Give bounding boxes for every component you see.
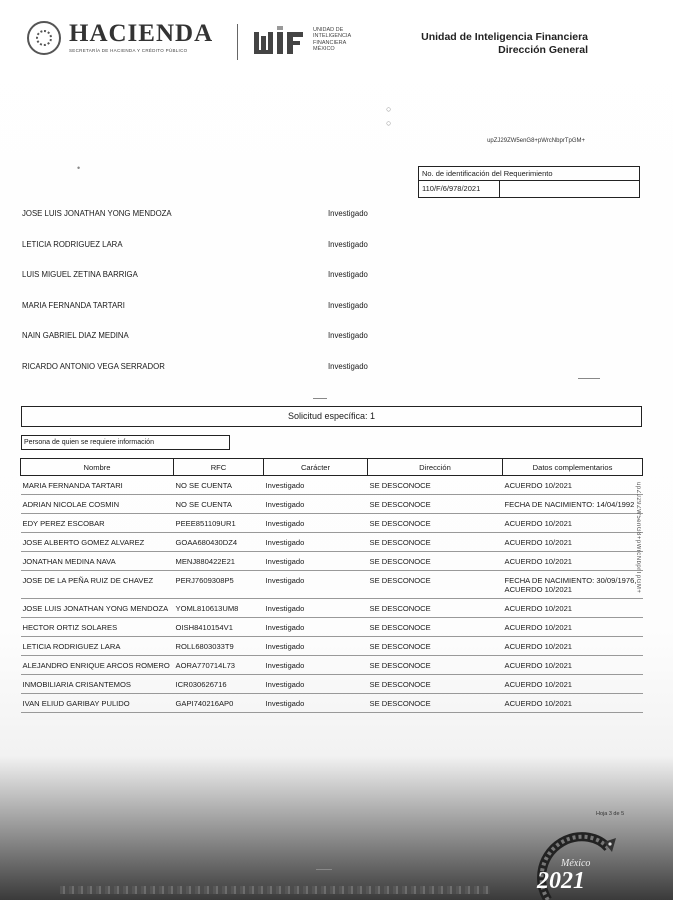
scan-mark <box>578 378 600 379</box>
persona-label: Persona de quien se requiere información <box>21 435 230 450</box>
table-cell: Investigado <box>264 495 368 514</box>
person-item <box>22 327 422 347</box>
table-cell: LETICIA RODRIGUEZ LARA <box>21 637 174 656</box>
header-divider <box>237 24 238 60</box>
direction-name: Dirección General <box>498 44 588 56</box>
table-cell: YOML810613UM8 <box>174 599 264 618</box>
table-row <box>21 656 643 675</box>
person-item <box>22 266 422 286</box>
table-cell: Investigado <box>264 533 368 552</box>
table-cell: JONATHAN MEDINA NAVA <box>21 552 174 571</box>
page-number: Hoja 3 de 5 <box>596 811 625 817</box>
table-cell: ACUERDO 10/2021 <box>503 476 643 495</box>
table-row <box>21 637 643 656</box>
person-role: Investigado <box>328 331 368 340</box>
table-cell: IVAN ELIUD GARIBAY PULIDO <box>21 694 174 713</box>
table-cell: JOSE DE LA PEÑA RUIZ DE CHAVEZ <box>21 571 174 599</box>
person-role: Investigado <box>328 240 368 249</box>
table-cell: EDY PEREZ ESCOBAR <box>21 514 174 533</box>
table-cell: PERJ7609308P5 <box>174 571 264 599</box>
table-cell: SE DESCONOCE <box>368 533 503 552</box>
table-header-row <box>21 459 643 476</box>
table-cell: SE DESCONOCE <box>368 637 503 656</box>
side-stamp: upZJ29ZW5enG8+pWrcNbprTpGM+ <box>635 482 641 594</box>
table-cell: ACUERDO 10/2021 <box>503 694 643 713</box>
person-item <box>22 297 422 317</box>
document-code: upZJ29ZW5enG8+pWrcNbprTpGM+ <box>487 138 585 144</box>
table-cell: INMOBILIARIA CRISANTEMOS <box>21 675 174 694</box>
footer-strip <box>60 886 490 894</box>
uif-line: MÉXICO <box>313 45 335 52</box>
scan-dot: ○ <box>386 104 392 114</box>
table-cell: AORA770714L73 <box>174 656 264 675</box>
table-cell: Investigado <box>264 571 368 599</box>
person-role: Investigado <box>328 301 368 310</box>
hacienda-subtitle: SECRETARÍA DE HACIENDA Y CRÉDITO PÚBLICO <box>69 48 188 53</box>
table-cell: ADRIAN NICOLAE COSMIN <box>21 495 174 514</box>
table-cell: MARIA FERNANDA TARTARI <box>21 476 174 495</box>
table-cell: ACUERDO 10/2021 <box>503 618 643 637</box>
person-name: JOSE LUIS JONATHAN YONG MENDOZA <box>22 209 172 218</box>
table-row <box>21 533 643 552</box>
table-cell: SE DESCONOCE <box>368 599 503 618</box>
column-header: RFC <box>174 459 264 476</box>
table-row <box>21 599 643 618</box>
table-row <box>21 552 643 571</box>
requirement-value: 110/F/6/978/2021 <box>422 184 481 193</box>
uif-logo-icon <box>254 26 306 54</box>
table-row <box>21 514 643 533</box>
table-cell: ACUERDO 10/2021 <box>503 656 643 675</box>
table-row <box>21 694 643 713</box>
table-cell: ACUERDO 10/2021 <box>503 552 643 571</box>
footer-logo-text: México <box>561 858 591 869</box>
table-cell: Investigado <box>264 675 368 694</box>
column-header: Carácter <box>264 459 368 476</box>
person-name: NAIN GABRIEL DIAZ MEDINA <box>22 331 129 340</box>
table-cell: MENJ880422E21 <box>174 552 264 571</box>
table-cell: OISH8410154V1 <box>174 618 264 637</box>
person-role: Investigado <box>328 270 368 279</box>
table-cell: SE DESCONOCE <box>368 656 503 675</box>
table-cell: NO SE CUENTA <box>174 495 264 514</box>
table-cell: JOSE ALBERTO GOMEZ ALVAREZ <box>21 533 174 552</box>
unit-name: Unidad de Inteligencia Financiera <box>421 31 588 43</box>
table-cell: HECTOR ORTIZ SOLARES <box>21 618 174 637</box>
table-cell: Investigado <box>264 599 368 618</box>
scan-mark <box>313 398 327 399</box>
table-cell: ACUERDO 10/2021 <box>503 637 643 656</box>
person-item <box>22 236 422 256</box>
person-item <box>22 205 422 225</box>
unit-heading <box>385 31 588 57</box>
table-cell: SE DESCONOCE <box>368 618 503 637</box>
table-cell: SE DESCONOCE <box>368 514 503 533</box>
table-cell: SE DESCONOCE <box>368 495 503 514</box>
table-cell: SE DESCONOCE <box>368 552 503 571</box>
table-cell: Investigado <box>264 514 368 533</box>
table-cell: ACUERDO 10/2021 <box>503 675 643 694</box>
table-cell: PEEE851109UR1 <box>174 514 264 533</box>
table-cell: Investigado <box>264 552 368 571</box>
table-cell: GAPI740216AP0 <box>174 694 264 713</box>
table-cell: FECHA DE NACIMIENTO: 14/04/1992 <box>503 495 643 514</box>
requirement-box <box>418 166 640 198</box>
table-row <box>21 495 643 514</box>
scan-mark <box>316 869 332 870</box>
table-cell: ACUERDO 10/2021 <box>503 533 643 552</box>
table-row <box>21 571 643 599</box>
solicitud-title: Solicitud específica: 1 <box>21 406 642 427</box>
table-cell: GOAA680430DZ4 <box>174 533 264 552</box>
table-cell: SE DESCONOCE <box>368 694 503 713</box>
table-cell: FECHA DE NACIMIENTO: 30/09/1976, ACUERDO 10/2021 <box>503 571 643 599</box>
table-row <box>21 675 643 694</box>
table-cell: ACUERDO 10/2021 <box>503 599 643 618</box>
uif-logo-text <box>313 27 351 52</box>
table-cell: Investigado <box>264 656 368 675</box>
hacienda-seal-icon <box>27 21 61 55</box>
person-name: RICARDO ANTONIO VEGA SERRADOR <box>22 362 165 371</box>
footer-logo-year: 2021 <box>537 868 585 894</box>
table-cell: Investigado <box>264 618 368 637</box>
scan-dot: • <box>77 163 81 173</box>
person-name: LETICIA RODRIGUEZ LARA <box>22 240 123 249</box>
column-header: Dirección <box>368 459 503 476</box>
table-cell: SE DESCONOCE <box>368 675 503 694</box>
person-item <box>22 358 422 378</box>
person-name: MARIA FERNANDA TARTARI <box>22 301 125 310</box>
table-row <box>21 618 643 637</box>
table-cell: Investigado <box>264 694 368 713</box>
hacienda-title: HACIENDA <box>69 20 214 47</box>
uif-line: UNIDAD DE <box>313 27 344 33</box>
uif-line: INTELIGENCIA <box>313 33 352 40</box>
column-header: Datos complementarios <box>503 459 643 476</box>
table-cell: ALEJANDRO ENRIQUE ARCOS ROMERO <box>21 656 174 675</box>
table-cell: JOSE LUIS JONATHAN YONG MENDOZA <box>21 599 174 618</box>
person-role: Investigado <box>328 362 368 371</box>
table-cell: Investigado <box>264 476 368 495</box>
table-cell: ROLL6803033T9 <box>174 637 264 656</box>
uif-line: FINANCIERA <box>313 39 347 46</box>
table-cell: SE DESCONOCE <box>368 476 503 495</box>
scan-dot: ○ <box>386 118 392 128</box>
table-cell: ICR030626716 <box>174 675 264 694</box>
person-name: LUIS MIGUEL ZETINA BARRIGA <box>22 270 138 279</box>
column-header: Nombre <box>21 459 174 476</box>
table-row <box>21 476 643 495</box>
table-cell: Investigado <box>264 637 368 656</box>
table-cell: ACUERDO 10/2021 <box>503 514 643 533</box>
requirement-label: No. de identificación del Requerimiento <box>422 169 553 178</box>
persons-table <box>20 458 643 713</box>
person-role: Investigado <box>328 209 368 218</box>
table-cell: SE DESCONOCE <box>368 571 503 599</box>
table-cell: NO SE CUENTA <box>174 476 264 495</box>
